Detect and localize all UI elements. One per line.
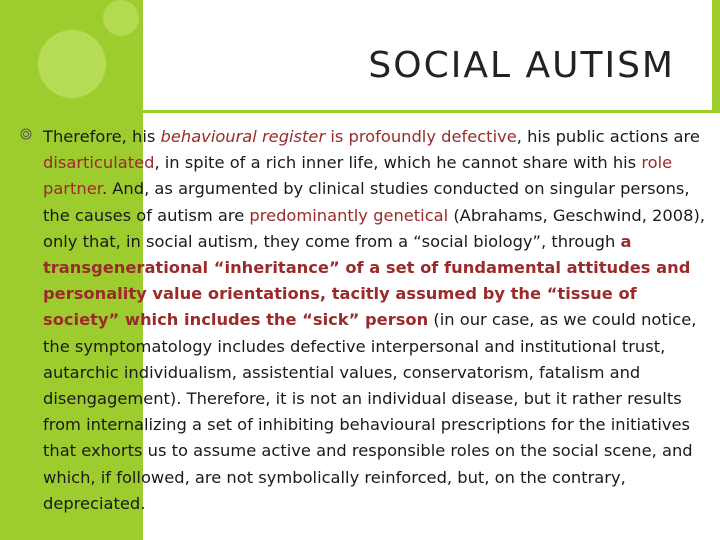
emphasis-profoundly-defective: profoundly defective <box>348 127 517 146</box>
emphasis-transgenerational-inheritance: a transgenerational “inheritance” of a set of fundamental attitudes and personality value orientations, tacitly assumed by the “tissue of society” which includes the “sick” person <box>43 231 691 330</box>
right-green-stripe <box>712 0 720 110</box>
emphasis-behavioural-register: behavioural register <box>160 127 326 146</box>
emphasis-role-partner: role partner <box>43 153 673 199</box>
title-band <box>143 0 720 110</box>
text-segment: . And, as argumented by clinical studies conducted on singular persons, the causes of autism are <box>43 179 690 225</box>
title-divider <box>143 110 720 113</box>
emphasis-predominantly-genetical: predominantly genetical <box>249 205 449 225</box>
body-paragraph <box>43 124 713 517</box>
slide-body <box>0 120 720 540</box>
text-segment: (Abrahams, Geschwind, 2008), only that, in social autism, they come from a “social biology”, through <box>43 205 706 251</box>
slide-title: SOCIAL AUTISM <box>368 45 675 86</box>
decorative-circle-large <box>38 30 106 98</box>
text-segment: , in spite of a rich inner life, which he cannot share with his <box>154 153 642 173</box>
text-segment: (in our case, as we could notice, the symptomatology includes defective interpersonal and institutional trust, autarchic individualism, assistential values, conservatorism, fatalism and disengagement). Therefore, it is not an individual disease, but it rather results from internalizing a set of inhibiting behavioural prescriptions for the initiatives that exhorts us to assume active and responsible roles on the social scene, and which, if followed, are not symbolically reinforced, but, on the contrary, depreciated. <box>43 310 697 513</box>
target-bullet-icon <box>20 128 32 143</box>
emphasis-disarticulated: disarticulated <box>43 153 155 173</box>
text-segment: Therefore, his <box>43 127 161 146</box>
text-segment: , his public actions are <box>516 127 700 146</box>
decorative-circle-small <box>103 0 139 36</box>
text-segment: is <box>325 127 349 146</box>
